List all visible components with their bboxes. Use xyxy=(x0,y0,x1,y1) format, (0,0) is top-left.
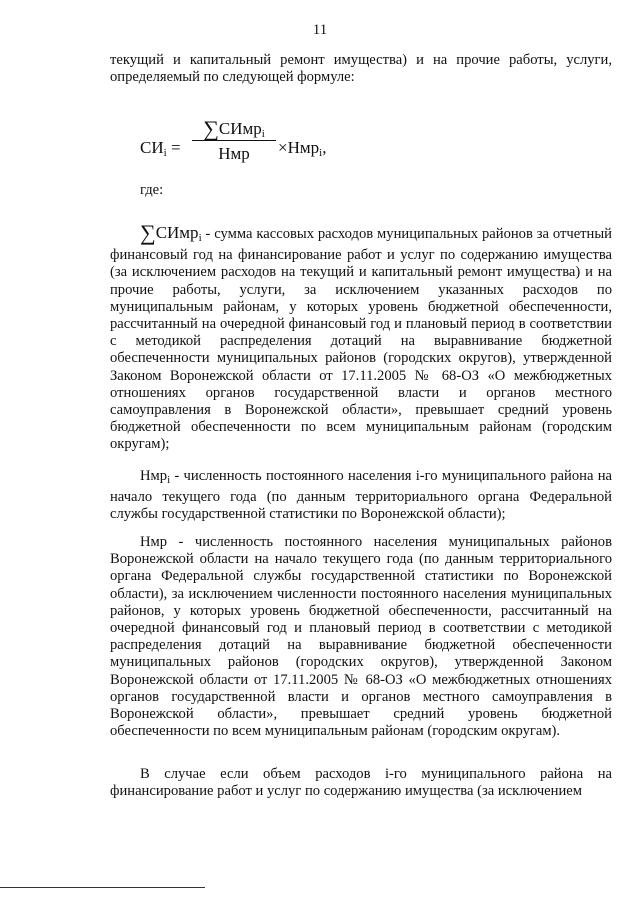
definition-sum-symbol: ∑ xyxy=(140,220,156,245)
definition-nmr-i xyxy=(110,468,612,524)
formula-denominator: Нмр xyxy=(218,144,250,163)
formula-rhs-subscript: i xyxy=(319,147,323,159)
page-number: 11 xyxy=(312,22,328,38)
definition-sum-text: - сумма кассовых расходов муниципальных районов за отчетный финансовый год на финансирование работ и услуг по содержанию имущества (за исключением расходов на текущий и капитальный ремонт имущества) и на прочие работы, услуги, за исключением указанных расходов по муниципальным районам, у которых уровень бюджетной обеспеченности, рассчитанный на очередной финансовый год и плановый период в соответствии с методикой распределения дотаций на выравнивание бюджетной обеспеченности муниципальных районов (городских округов), утвержденной Законом Воронежской области от 17.11.2005 № 68-ОЗ «О межбюджетных отношениях органов государственной власти и органов местного самоуправления в Воронежской области», превышает средний уровень бюджетной обеспеченности по всем муниципальным районам (городским округам); xyxy=(110,226,612,453)
definition-nmr-i-text: - численность постоянного населения i-го муниципального района на начало текущего года (по данным территориального органа Федеральной службы государственной статистики по Воронежской области); xyxy=(110,468,612,523)
definition-nmr-text: - численность постоянного населения муниципальных районов Воронежской области на начало текущего года (по данным территориального органа Федеральной службы государственной статистики по Воронежской области), за исключением численности постоянного населения муниципальных районов, у которых уровень бюджетной обеспеченности, рассчитанный на очередной финансовый год и плановый период в соответствии с методикой распределения дотаций на выравнивание бюджетной обеспеченности муниципальных районов (городских округов), утвержденной Законом Воронежской области от 17.11.2005 № 68-ОЗ «О межбюджетных отношениях органов государственной власти и органов местного самоуправления в Воронежской области», превышает средний уровень бюджетной обеспеченности по всем муниципальным районам (городским округам). xyxy=(110,534,612,740)
formula-rhs xyxy=(278,138,326,159)
formula-numerator-text: СИмр xyxy=(218,119,262,138)
sum-symbol: ∑ xyxy=(203,116,219,141)
formula-lhs xyxy=(140,138,181,159)
definition-sum-term-text: СИмр xyxy=(155,223,199,242)
formula-fraction xyxy=(192,116,276,164)
definition-nmr-i-subscript: i xyxy=(167,474,171,486)
where-label: где: xyxy=(140,182,164,198)
formula-numerator-subscript: i xyxy=(261,128,265,140)
footnote-separator xyxy=(0,887,205,888)
definition-nmr-term: Нмр xyxy=(140,534,168,550)
definition-nmr xyxy=(110,534,612,740)
formula-rhs-text: Нмр xyxy=(287,138,320,157)
formula-times: × xyxy=(278,138,288,157)
formula-lhs-subscript: i xyxy=(163,147,167,159)
formula xyxy=(140,116,440,176)
closing-paragraph: В случае если объем расходов i-го муниципального района на финансирование работ и услуг по содержанию имущества (за исключением xyxy=(110,766,612,800)
intro-paragraph: текущий и капитальный ремонт имущества) и на прочие работы, услуги, определяемый по следующей формуле: xyxy=(110,52,612,86)
formula-equals: = xyxy=(170,138,181,157)
definition-sum-term-subscript: i xyxy=(198,232,202,244)
formula-end: , xyxy=(322,138,327,157)
formula-lhs-text: СИ xyxy=(140,138,164,157)
formula-numerator xyxy=(192,116,276,141)
definition-sum-simr xyxy=(110,220,612,454)
definition-sum-term xyxy=(140,220,202,245)
definition-nmr-i-term: Нмр xyxy=(140,468,168,484)
